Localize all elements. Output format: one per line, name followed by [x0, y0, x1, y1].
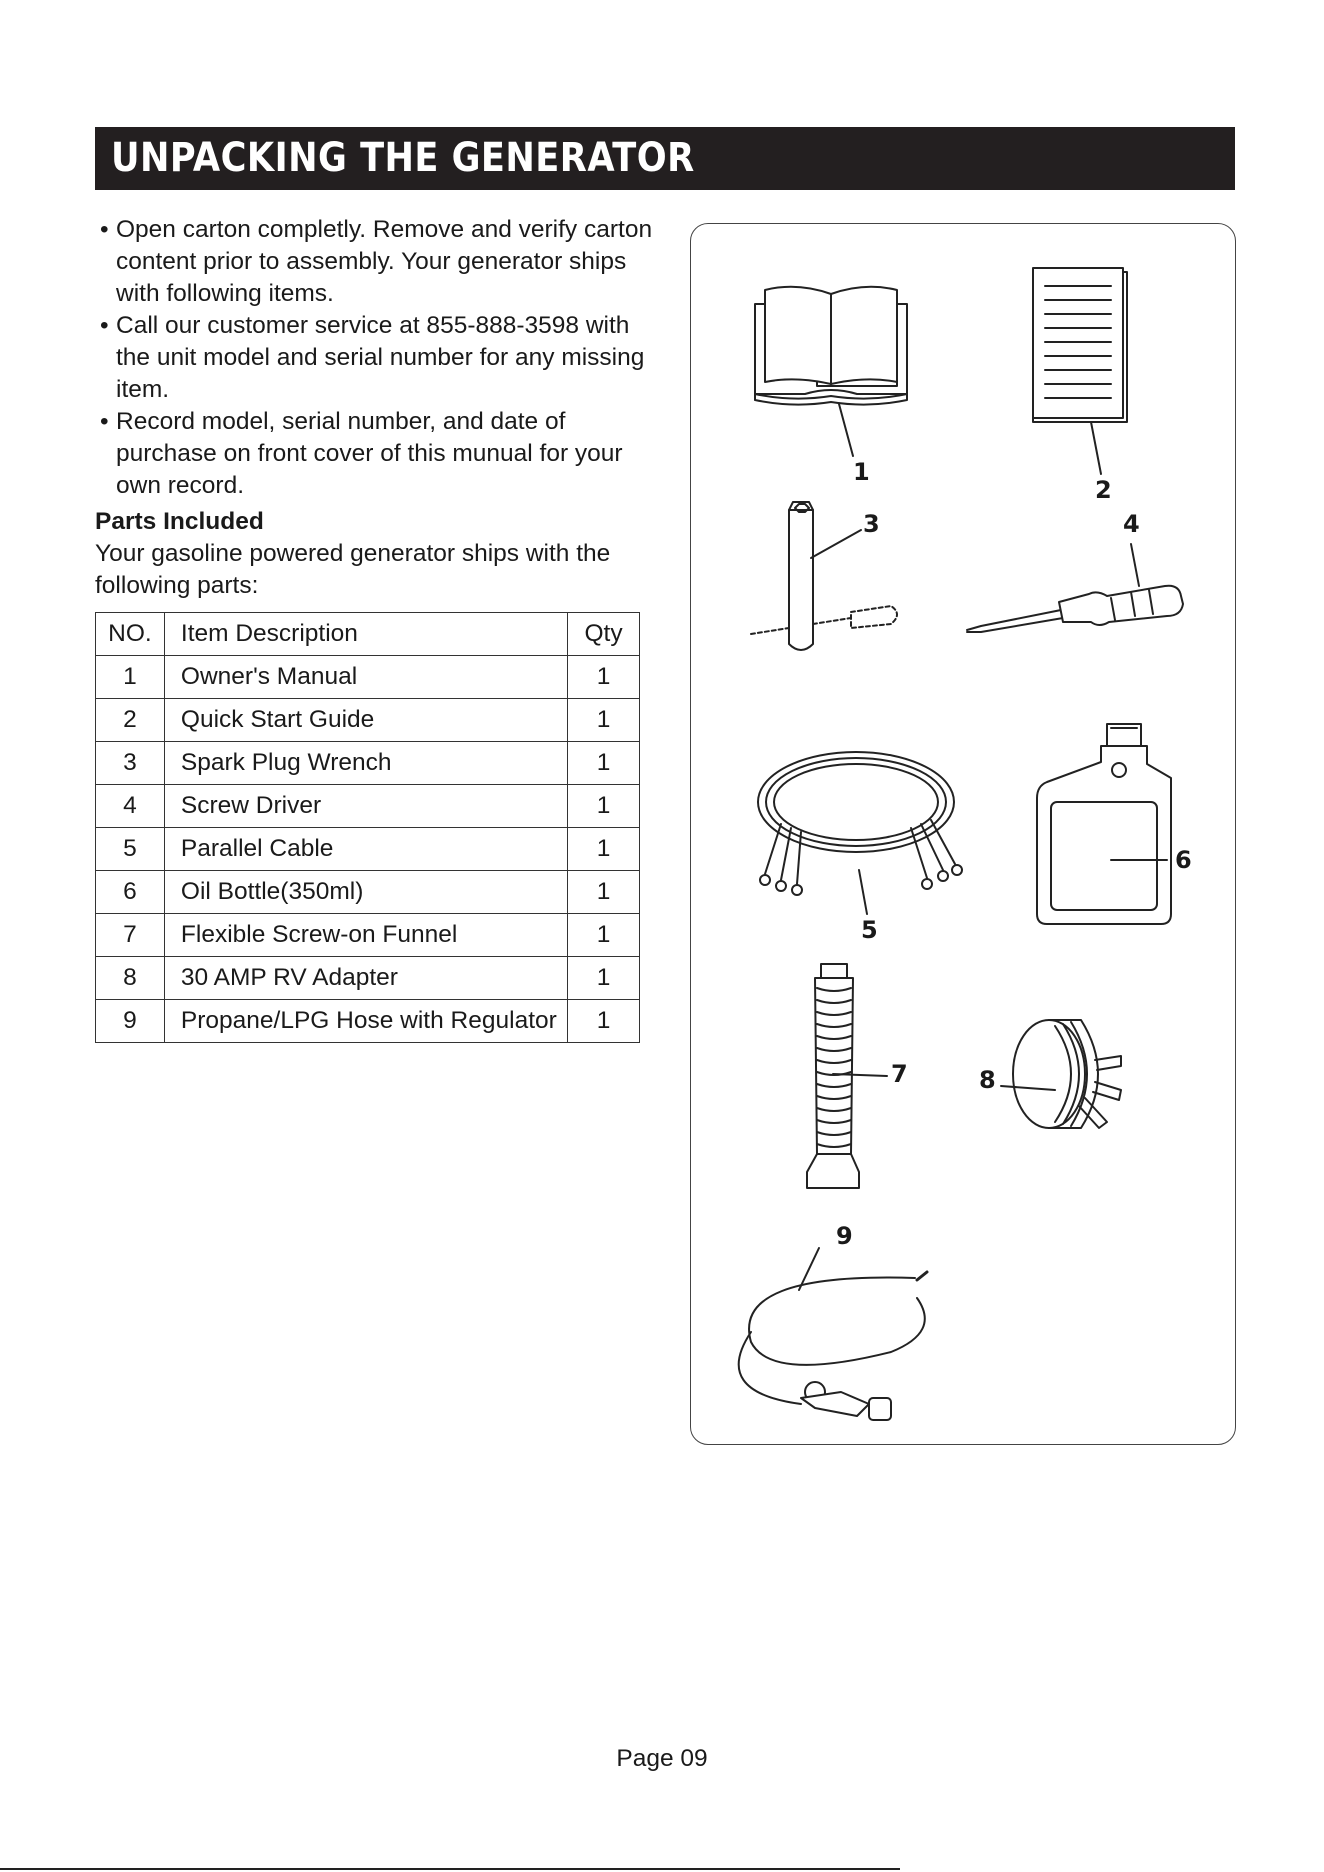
- cell-desc: Owner's Manual: [164, 656, 567, 699]
- cell-no: 2: [96, 699, 165, 742]
- callout-3: 3: [863, 510, 880, 538]
- parts-illustration-panel: [690, 223, 1236, 1445]
- table-row: [96, 957, 640, 1000]
- open-book-icon: [755, 287, 907, 405]
- table-row: [96, 871, 640, 914]
- cell-qty: 1: [568, 828, 640, 871]
- callout-1: 1: [853, 458, 870, 486]
- callout-8: 8: [979, 1066, 996, 1094]
- funnel-icon: [807, 964, 859, 1188]
- screwdriver-icon: [967, 586, 1183, 632]
- callout-9: 9: [836, 1222, 853, 1250]
- cell-qty: 1: [568, 699, 640, 742]
- cell-qty: 1: [568, 742, 640, 785]
- bottom-rule: [0, 1868, 900, 1870]
- page-title: UNPACKING THE GENERATOR: [95, 127, 1235, 190]
- hose-regulator-icon: [739, 1272, 927, 1420]
- callout-6: 6: [1175, 846, 1192, 874]
- table-row: [96, 699, 640, 742]
- cell-no: 9: [96, 1000, 165, 1043]
- table-header-row: [96, 613, 640, 656]
- document-icon: [1033, 268, 1127, 422]
- cell-no: 8: [96, 957, 165, 1000]
- parts-intro: Your gasoline powered generator ships with the following parts:: [95, 540, 611, 599]
- cell-desc: Spark Plug Wrench: [164, 742, 567, 785]
- cell-no: 1: [96, 656, 165, 699]
- header-qty: Qty: [568, 613, 640, 656]
- callout-7: 7: [891, 1060, 908, 1088]
- intro-bullet: • Call our customer service at 855-888-3598 with the unit model and serial number for any missing item.: [97, 310, 657, 406]
- table-row: [96, 828, 640, 871]
- parts-heading: Parts Included: [95, 508, 264, 535]
- cell-desc: Screw Driver: [164, 785, 567, 828]
- rv-adapter-icon: [1013, 1020, 1121, 1128]
- leader-line-4: [1131, 544, 1139, 586]
- intro-bullet: • Record model, serial number, and date of purchase on front cover of this munual for your own record.: [97, 406, 657, 502]
- cell-qty: 1: [568, 871, 640, 914]
- leader-line-3: [811, 530, 861, 558]
- leader-line-5: [859, 870, 867, 914]
- cell-no: 3: [96, 742, 165, 785]
- cell-no: 7: [96, 914, 165, 957]
- cell-qty: 1: [568, 1000, 640, 1043]
- cell-qty: 1: [568, 957, 640, 1000]
- table-row: [96, 656, 640, 699]
- cell-desc: Quick Start Guide: [164, 699, 567, 742]
- cell-desc: Propane/LPG Hose with Regulator: [164, 1000, 567, 1043]
- cell-desc: Flexible Screw-on Funnel: [164, 914, 567, 957]
- parts-table: [95, 612, 640, 1043]
- table-row: [96, 785, 640, 828]
- cell-qty: 1: [568, 656, 640, 699]
- cell-no: 5: [96, 828, 165, 871]
- header-desc: Item Description: [164, 613, 567, 656]
- intro-bullets: [97, 214, 657, 502]
- cell-desc: 30 AMP RV Adapter: [164, 957, 567, 1000]
- page-number: Page 09: [616, 1745, 708, 1772]
- table-row: [96, 742, 640, 785]
- cell-desc: Oil Bottle(350ml): [164, 871, 567, 914]
- leader-line-1: [839, 404, 853, 456]
- cell-qty: 1: [568, 785, 640, 828]
- callout-4: 4: [1123, 510, 1140, 538]
- oil-bottle-icon: [1037, 724, 1171, 924]
- callout-2: 2: [1095, 476, 1112, 504]
- cell-no: 6: [96, 871, 165, 914]
- parts-illustration: [691, 224, 1237, 1446]
- callout-5: 5: [861, 916, 878, 944]
- header-no: NO.: [96, 613, 165, 656]
- table-row: [96, 914, 640, 957]
- intro-bullet: • Open carton completly. Remove and verify carton content prior to assembly. Your generator ships with following items.: [97, 214, 657, 310]
- leader-line-2: [1091, 422, 1101, 474]
- table-row: [96, 1000, 640, 1043]
- cell-no: 4: [96, 785, 165, 828]
- cell-qty: 1: [568, 914, 640, 957]
- cell-desc: Parallel Cable: [164, 828, 567, 871]
